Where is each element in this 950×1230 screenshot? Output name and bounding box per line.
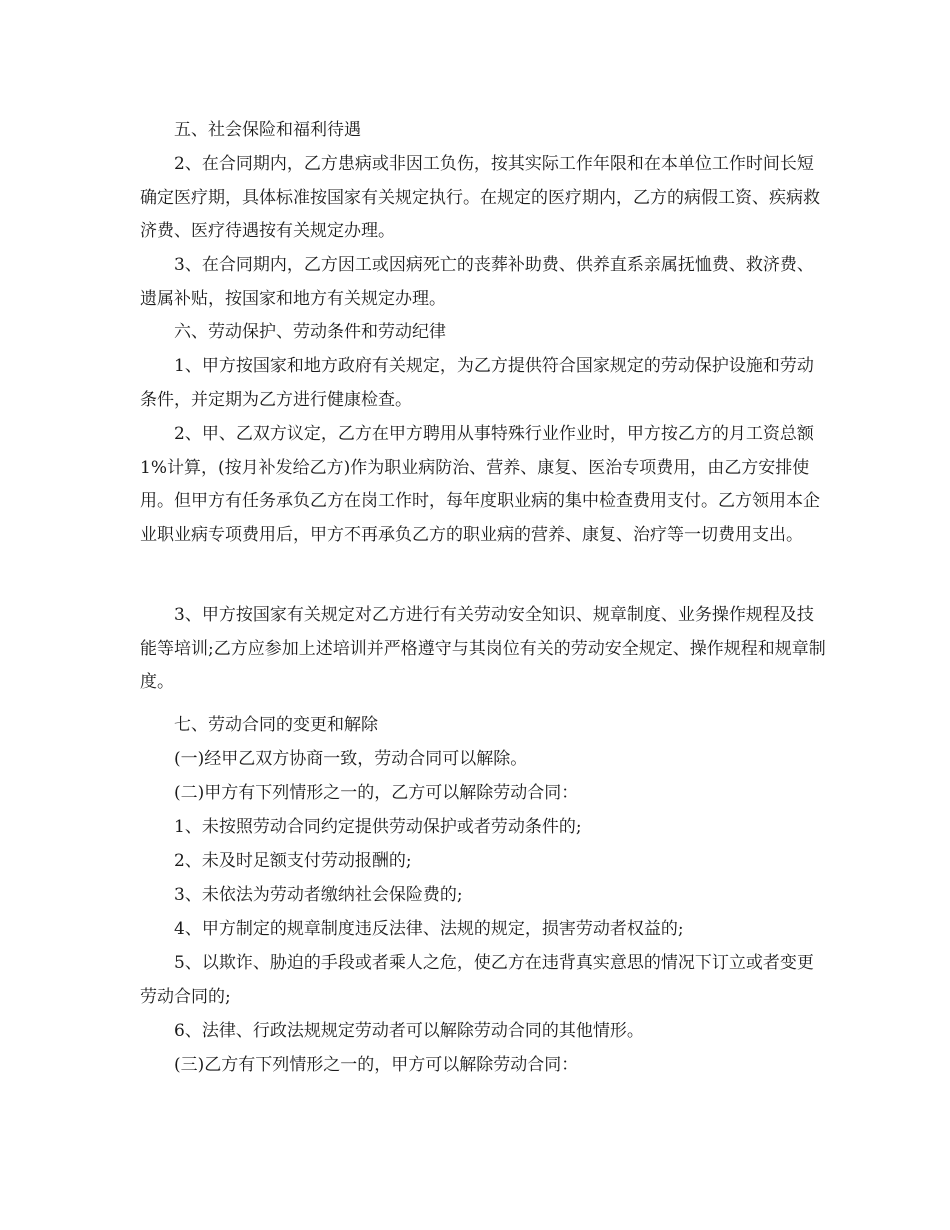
clause-7-2: (二)甲方有下列情形之一的，乙方可以解除劳动合同： bbox=[174, 783, 579, 803]
paragraph-6-2: 2、甲、乙双方议定，乙方在甲方聘用从事特殊行业作业时，甲方按乙方的月工资总额1%计算，(按月补发给乙方)作为职业病防治、营养、康复、医治专项费用，由乙方安排使用。但甲方有任务承负乙方在岗工作时，每年度职业病的集中检查费用支付。乙方领用本企业职业病专项费用后，甲方不再承负乙方的职业病的营养、康复、治疗等一切费用支出。 bbox=[140, 424, 820, 545]
paragraph-6-3: 3、甲方按国家有关规定对乙方进行有关劳动安全知识、规章制度、业务操作规程及技能等培训;乙方应参加上述培训并严格遵守与其岗位有关的劳动安全规定、操作规程和规章制度。 bbox=[140, 605, 826, 693]
clause-7-1: (一)经甲乙双方协商一致，劳动合同可以解除。 bbox=[174, 749, 528, 769]
clause-7-3: (三)乙方有下列情形之一的，甲方可以解除劳动合同： bbox=[174, 1055, 579, 1075]
section-heading-7: 七、劳动合同的变更和解除 bbox=[174, 715, 378, 735]
list-item-6: 6、法律、行政法规规定劳动者可以解除劳动合同的其他情形。 bbox=[174, 1021, 644, 1041]
list-item-4: 4、甲方制定的规章制度违反法律、法规的规定，损害劳动者权益的; bbox=[174, 919, 684, 939]
list-item-2: 2、未及时足额支付劳动报酬的; bbox=[174, 851, 412, 871]
paragraph-6-1: 1、甲方按国家和地方政府有关规定，为乙方提供符合国家规定的劳动保护设施和劳动条件，并定期为乙方进行健康检查。 bbox=[140, 356, 814, 410]
paragraph-5-3: 3、在合同期内，乙方因工或因病死亡的丧葬补助费、供养直系亲属抚恤费、救济费、遗属补贴，按国家和地方有关规定办理。 bbox=[140, 255, 814, 309]
section-heading-5: 五、社会保险和福利待遇 bbox=[174, 120, 361, 140]
list-item-1: 1、未按照劳动合同约定提供劳动保护或者劳动条件的; bbox=[174, 817, 582, 837]
list-item-5: 5、以欺诈、胁迫的手段或者乘人之危，使乙方在违背真实意思的情况下订立或者变更劳动合同的; bbox=[140, 953, 814, 1007]
section-heading-6: 六、劳动保护、劳动条件和劳动纪律 bbox=[174, 322, 446, 342]
paragraph-5-2: 2、在合同期内，乙方患病或非因工负伤，按其实际工作年限和在本单位工作时间长短确定医疗期，具体标准按国家有关规定执行。在规定的医疗期内，乙方的病假工资、疾病救济费、医疗待遇按有关规定办理。 bbox=[140, 154, 820, 242]
list-item-3: 3、未依法为劳动者缴纳社会保险费的; bbox=[174, 885, 463, 905]
